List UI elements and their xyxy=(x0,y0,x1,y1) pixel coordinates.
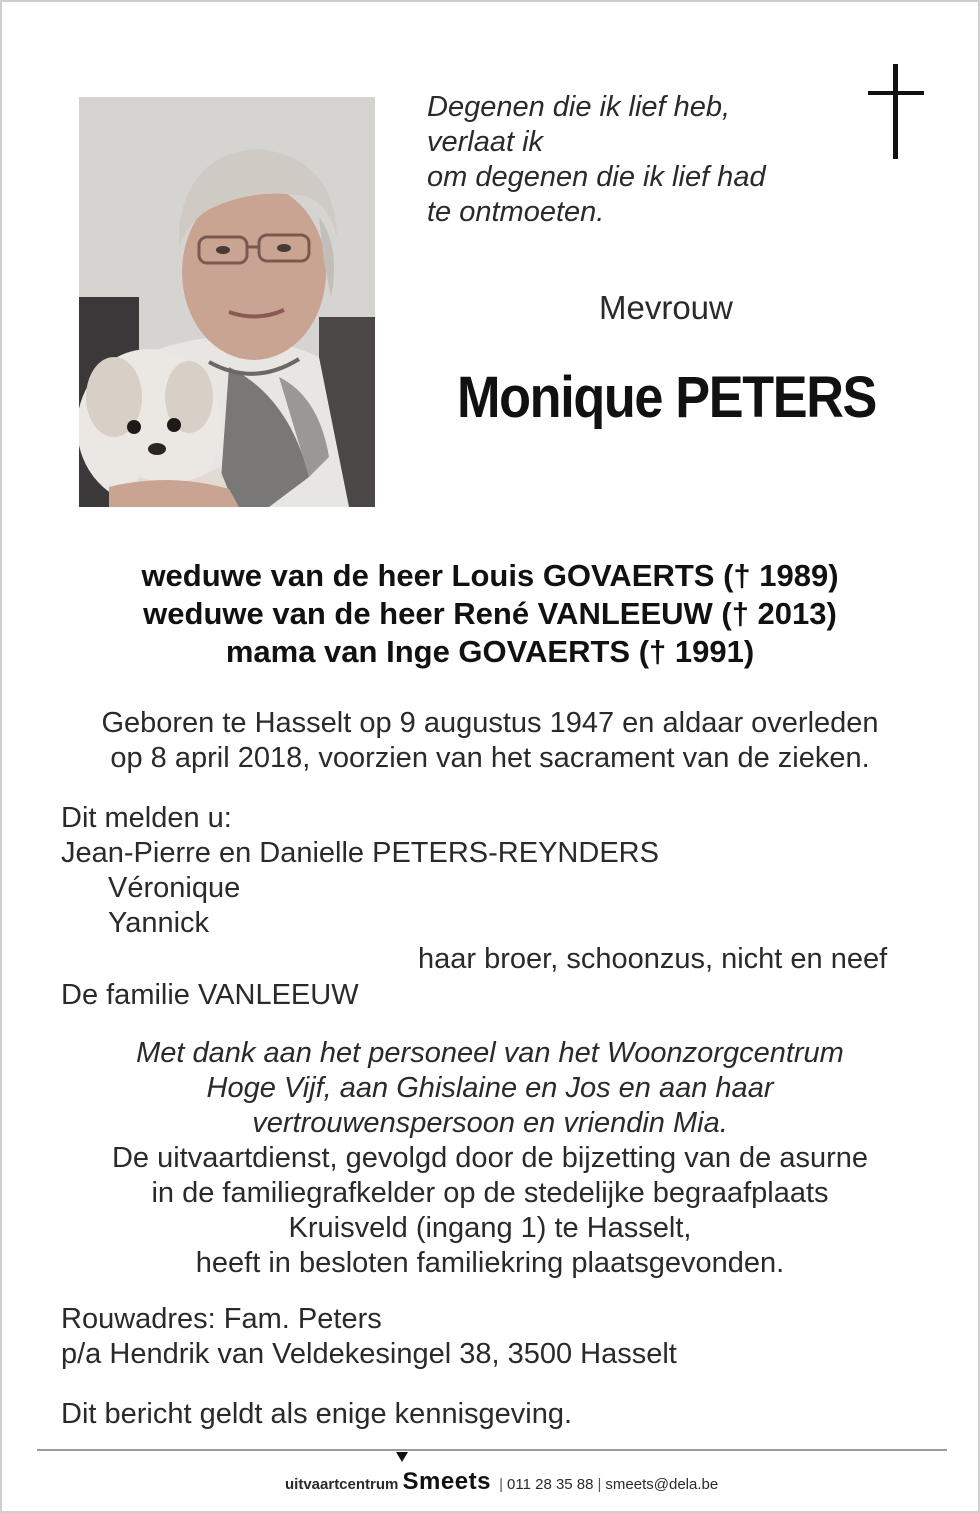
footer-separator: | xyxy=(499,1476,504,1493)
thanks-line: Hoge Vijf, aan Ghislaine en Jos en aan haar xyxy=(206,1072,774,1104)
deceased-name: Monique PETERS xyxy=(457,365,877,430)
footer-phone: 011 28 35 88 xyxy=(507,1476,594,1493)
poem-line: Degenen die ik lief heb, xyxy=(427,91,731,123)
address-line-1: Rouwadres: Fam. Peters xyxy=(61,1303,382,1335)
thanks-and-service xyxy=(2,1036,978,1281)
footer-arrow-icon xyxy=(396,1452,408,1462)
footer-separator: | xyxy=(597,1476,602,1493)
announcer-relation: haar broer, schoonzus, nicht en neef xyxy=(418,943,888,975)
portrait-illustration xyxy=(79,97,375,507)
salutation: Mevrouw xyxy=(599,289,733,326)
service-line: De uitvaartdienst, gevolgd door de bijzetting van de asurne xyxy=(111,1142,869,1174)
footer-divider xyxy=(37,1449,947,1451)
relation-line: weduwe van de heer Louis GOVAERTS († 1989) xyxy=(141,558,839,593)
service-line: heeft in besloten familiekring plaatsgevonden. xyxy=(195,1247,785,1279)
birth-death-info xyxy=(2,706,978,776)
footer-email: smeets@dela.be xyxy=(605,1476,719,1493)
thanks-line: vertrouwenspersoon en vriendin Mia. xyxy=(252,1107,728,1139)
footer-prefix: uitvaartcentrum xyxy=(285,1476,399,1493)
birth-line-1: Geboren te Hasselt op 9 augustus 1947 en aldaar overleden xyxy=(101,707,879,739)
relation-line: weduwe van de heer René VANLEEUW († 2013) xyxy=(143,596,837,631)
notice: Dit bericht geldt als enige kennisgeving. xyxy=(61,1398,573,1430)
footer-brand: Smeets xyxy=(402,1468,491,1495)
announcer-child-2: Yannick xyxy=(108,907,210,939)
announcer-child-1: Véronique xyxy=(108,872,241,904)
poem-line: verlaat ik xyxy=(427,126,544,158)
address-line-2: p/a Hendrik van Veldekesingel 38, 3500 Hasselt xyxy=(61,1338,677,1370)
relation-line: mama van Inge GOVAERTS († 1991) xyxy=(225,634,755,669)
poem-line: te ontmoeten. xyxy=(427,196,605,228)
announcer-family-1: Jean-Pierre en Danielle PETERS-REYNDERS xyxy=(61,837,659,869)
portrait-photo xyxy=(79,97,375,507)
cross-icon xyxy=(866,64,926,169)
footer xyxy=(285,1468,718,1496)
announcer-family-2: De familie VANLEEUW xyxy=(61,979,359,1011)
poem xyxy=(427,90,847,230)
announcers-intro: Dit melden u: xyxy=(61,802,232,834)
birth-line-2: op 8 april 2018, voorzien van het sacrament van de zieken. xyxy=(110,742,870,774)
poem-line: om degenen die ik lief had xyxy=(427,161,766,193)
service-line: Kruisveld (ingang 1) te Hasselt, xyxy=(288,1212,692,1244)
service-line: in de familiegrafkelder op de stedelijke begraafplaats xyxy=(151,1177,829,1209)
thanks-line: Met dank aan het personeel van het Woonzorgcentrum xyxy=(136,1037,844,1069)
relations xyxy=(2,557,978,671)
